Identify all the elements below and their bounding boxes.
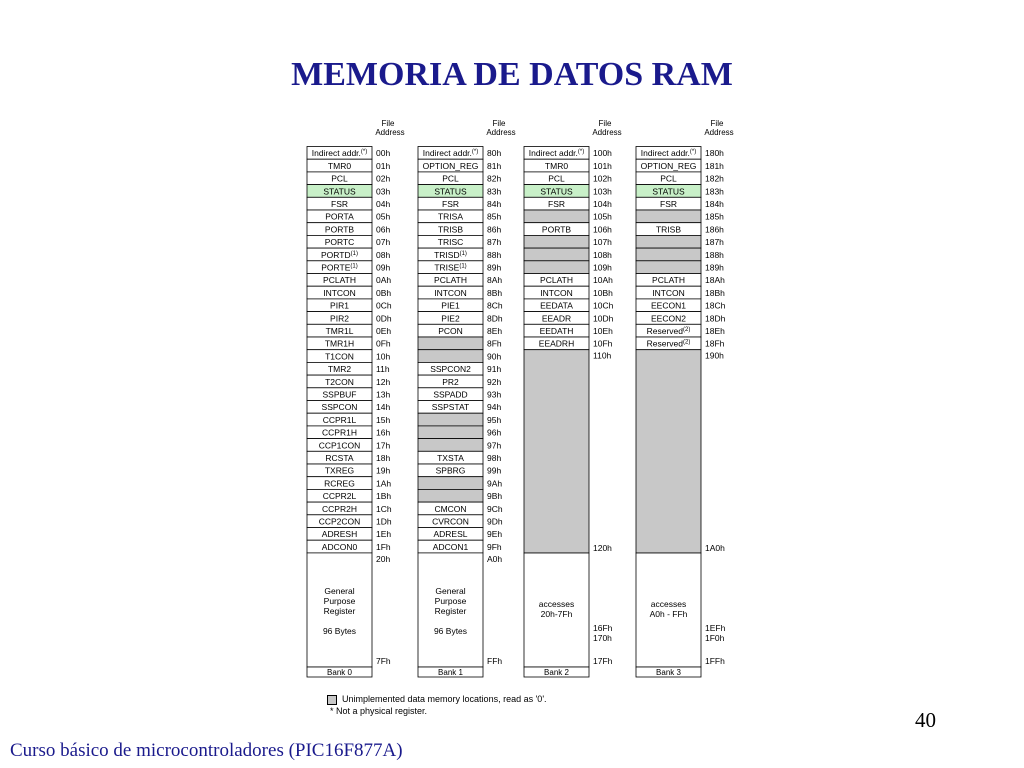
register-address: 18h: [376, 453, 391, 463]
register-address: 186h: [705, 224, 724, 235]
register-address: 185h: [705, 211, 724, 222]
register-label: TMR0: [327, 160, 352, 171]
register-address: 180h: [705, 148, 724, 159]
register-address: 91h: [487, 364, 502, 375]
register-address: 107h: [593, 237, 612, 248]
bank-label: Bank 3: [656, 668, 681, 677]
bank-label: Bank 1: [438, 668, 463, 677]
gp-start-address: 1A0h: [705, 543, 725, 553]
register-label: INTCON: [652, 287, 685, 298]
register-address: 187h: [705, 237, 724, 248]
register-label: STATUS: [652, 186, 685, 197]
register-cell: [418, 477, 483, 490]
register-label: PORTB: [541, 224, 572, 235]
register-address: 9Ch: [487, 503, 503, 514]
register-address: 01h: [376, 160, 391, 171]
gp-end-address: FFh: [487, 656, 503, 666]
register-address: 0Ah: [376, 275, 392, 286]
page-number: 40: [915, 708, 936, 732]
register-address: 97h: [487, 440, 502, 451]
register-address: 84h: [487, 199, 502, 209]
register-address: 96h: [487, 427, 502, 438]
register-label: TRISB: [655, 224, 682, 235]
register-address: 184h: [705, 199, 724, 209]
register-label: PCLATH: [652, 275, 685, 286]
register-label: Indirect addr.(*): [422, 148, 479, 159]
register-address: 101h: [593, 160, 612, 171]
register-address: 105h: [593, 211, 612, 222]
register-address: 10h: [376, 351, 391, 362]
register-cell: [418, 426, 483, 439]
register-label: TMR1L: [325, 326, 354, 336]
register-cell: [524, 210, 589, 223]
register-address: 08h: [376, 249, 391, 260]
register-label: EEADRH: [538, 338, 575, 349]
file-address-header: File: [492, 119, 506, 128]
register-label: PR2: [442, 376, 459, 387]
register-label: STATUS: [434, 186, 467, 197]
register-label: PCLATH: [323, 275, 356, 286]
register-address: 86h: [487, 224, 502, 235]
register-address: 9Fh: [487, 541, 502, 552]
register-label: INTCON: [540, 287, 573, 298]
register-label: Reserved$^{(2)}$: [646, 338, 691, 349]
register-address: 18Dh: [705, 313, 726, 324]
register-address: 1Eh: [376, 529, 392, 540]
register-label: EECON1: [651, 300, 686, 311]
register-label: TXSTA: [437, 453, 464, 463]
file-address-header: Address: [486, 128, 516, 137]
legend-unimplemented-text: Unimplemented data memory locations, read as '0'.: [342, 694, 547, 704]
register-label: PORTB: [324, 224, 355, 235]
register-address: 18Fh: [705, 338, 725, 349]
register-address: 1Ah: [376, 478, 392, 489]
register-cell: [636, 235, 701, 248]
register-address: 85h: [487, 211, 502, 222]
register-address: 0Dh: [376, 313, 392, 324]
register-address: 95h: [487, 414, 502, 425]
register-address: 82h: [487, 173, 502, 184]
register-label: TMR2: [327, 364, 352, 375]
gp-register-label: General: [324, 586, 355, 596]
register-label: CCP1CON: [318, 440, 361, 451]
register-label: TMR0: [544, 160, 569, 171]
register-label: CCPR1H: [322, 427, 357, 438]
register-address: 18Ah: [705, 275, 725, 286]
register-address: 03h: [376, 186, 391, 197]
register-label: T2CON: [325, 376, 354, 387]
register-label: ADCON1: [432, 541, 469, 552]
register-label: Indirect addr.(*): [640, 148, 697, 159]
register-label: CCPR1L: [322, 414, 357, 425]
register-address: 14h: [376, 402, 391, 413]
register-label: OPTION_REG: [640, 160, 697, 171]
register-address: 99h: [487, 465, 502, 476]
register-label: SSPCON2: [430, 364, 471, 375]
register-address: 18Bh: [705, 287, 725, 298]
register-address: 8Ah: [487, 275, 503, 286]
register-address: 0Ch: [376, 300, 392, 311]
file-address-header: Address: [704, 128, 734, 137]
gp-register-label: 96 Bytes: [322, 626, 357, 636]
bank-label: Bank 2: [544, 668, 569, 677]
register-label: PIE1: [441, 300, 460, 311]
register-label: INTCON: [434, 287, 467, 298]
gp-register-label: Register: [323, 606, 356, 616]
register-label: CCPR2H: [322, 503, 357, 514]
register-label: T1CON: [325, 351, 354, 362]
register-address: 81h: [487, 160, 502, 171]
register-address: 00h: [376, 148, 391, 159]
register-address: 94h: [487, 402, 502, 413]
register-label: PIE2: [441, 313, 460, 324]
register-address: 05h: [376, 211, 391, 222]
register-label: TRISC: [437, 237, 464, 248]
file-address-header: File: [710, 119, 724, 128]
register-address: 0Eh: [376, 326, 392, 336]
gp-mid-address: 1EFh: [705, 623, 726, 633]
register-address: 182h: [705, 173, 724, 184]
register-address: 93h: [487, 389, 502, 400]
register-address: 104h: [593, 199, 612, 209]
register-address: 103h: [593, 186, 612, 197]
register-address: 106h: [593, 224, 612, 235]
gp-register-label: 96 Bytes: [433, 626, 468, 636]
gp-start-address: 20h: [376, 553, 391, 564]
register-address: 9Ah: [487, 478, 503, 489]
legend-not-physical-text: * Not a physical register.: [330, 706, 428, 716]
register-address: 8Fh: [487, 338, 502, 349]
register-label: Reserved$^{(2)}$: [646, 326, 691, 336]
register-address: 09h: [376, 262, 391, 273]
register-address: 87h: [487, 237, 502, 248]
register-address: 17h: [376, 440, 391, 451]
register-label: CVRCON: [432, 516, 469, 527]
register-label: STATUS: [323, 186, 356, 197]
gp-register-label: Purpose: [434, 596, 467, 606]
register-address: 188h: [705, 249, 724, 260]
register-address: 1Ch: [376, 503, 392, 514]
register-cell: [524, 261, 589, 274]
register-address: 10Bh: [593, 287, 613, 298]
register-label: PCL: [548, 173, 565, 184]
register-label: PORTA: [325, 211, 354, 222]
file-address-header: Address: [592, 128, 622, 137]
register-label: EEDATA: [540, 300, 573, 311]
register-address: 88h: [487, 249, 502, 260]
register-address: 1Fh: [376, 541, 391, 552]
register-address: 181h: [705, 160, 724, 171]
gp-end-address: 17Fh: [593, 656, 613, 666]
register-address: 92h: [487, 376, 502, 387]
register-address: 1Dh: [376, 516, 392, 527]
mirror-access-label: accesses: [538, 599, 575, 609]
register-address: 10Dh: [593, 313, 614, 324]
mirror-access-label: A0h - FFh: [649, 609, 688, 619]
gp-end-address: 7Fh: [376, 656, 391, 666]
register-label: SSPADD: [433, 389, 468, 400]
register-address: 9Bh: [487, 491, 503, 502]
register-address: 0Fh: [376, 338, 391, 349]
gp-mid-address: 170h: [593, 633, 612, 643]
register-label: FSR: [442, 199, 459, 209]
file-address-header: File: [598, 119, 612, 128]
register-address: 98h: [487, 453, 502, 463]
register-label: PIR2: [330, 313, 349, 324]
file-address-header: Address: [375, 128, 405, 137]
register-label: FSR: [331, 199, 348, 209]
register-label: Indirect addr.(*): [311, 148, 368, 159]
register-address: 80h: [487, 148, 502, 159]
register-label: STATUS: [540, 186, 573, 197]
gp-register-label: Register: [434, 606, 467, 616]
register-address: 02h: [376, 173, 391, 184]
register-address: 18Eh: [705, 326, 725, 336]
register-label: CMCON: [434, 503, 467, 514]
register-address: 10Ah: [593, 275, 613, 286]
register-label: PORTD$^{(1)}$: [321, 249, 358, 260]
register-cell: [524, 248, 589, 261]
register-address: 11h: [376, 364, 390, 375]
register-label: EEADR: [541, 313, 572, 324]
gp-start-address: A0h: [487, 553, 503, 564]
register-address: 10Ch: [593, 300, 614, 311]
register-label: FSR: [660, 199, 677, 209]
register-label: ADRESH: [321, 529, 358, 540]
register-address: 9Dh: [487, 516, 503, 527]
register-address: 8Eh: [487, 326, 503, 336]
register-address: 10Eh: [593, 326, 613, 336]
register-address: 06h: [376, 224, 391, 235]
register-address: 8Dh: [487, 313, 503, 324]
mirror-access-label: 20h-7Fh: [540, 609, 573, 619]
register-address: 16h: [376, 427, 391, 438]
register-address: 83h: [487, 186, 502, 197]
register-label: EECON2: [651, 313, 686, 324]
register-address: 13h: [376, 389, 391, 400]
register-address: 1Bh: [376, 491, 392, 502]
gp-mid-address: 16Fh: [593, 623, 613, 633]
register-label: SPBRG: [435, 465, 466, 476]
register-cell: [418, 337, 483, 350]
gp-end-address: 1FFh: [705, 656, 725, 666]
register-address: 0Bh: [376, 287, 392, 298]
register-address: 12h: [376, 376, 391, 387]
register-label: PCLATH: [540, 275, 573, 286]
register-label: TRISD$^{(1)}$: [434, 249, 467, 260]
register-label: INTCON: [323, 287, 356, 298]
gp-register-label: General: [435, 586, 466, 596]
register-label: PCON: [438, 326, 463, 336]
register-cell: [524, 235, 589, 248]
register-address: 15h: [376, 414, 391, 425]
unimplemented-block: [524, 350, 589, 553]
register-label: SSPSTAT: [431, 402, 470, 413]
register-address: 102h: [593, 173, 612, 184]
register-label: ADRESL: [433, 529, 468, 540]
register-address: 108h: [593, 249, 612, 260]
register-label: TMR1H: [324, 338, 355, 349]
register-address: 10Fh: [593, 338, 613, 349]
register-address: 89h: [487, 262, 502, 273]
register-label: SSPCON: [321, 402, 358, 413]
gp-register-label: Purpose: [323, 596, 356, 606]
register-label: PORTC: [324, 237, 355, 248]
gap-start-address: 190h: [705, 350, 724, 361]
register-address: 100h: [593, 148, 612, 159]
register-label: TRISE$^{(1)}$: [434, 262, 467, 273]
gp-start-address: 120h: [593, 543, 612, 553]
gp-mid-address: 1F0h: [705, 633, 725, 643]
register-label: SSPBUF: [322, 389, 357, 400]
footer-course-title: Curso básico de microcontroladores (PIC16F877A): [10, 740, 403, 761]
register-label: EEDATH: [539, 326, 574, 336]
register-label: TRISB: [437, 224, 464, 235]
register-label: PCLATH: [434, 275, 467, 286]
register-label: RCREG: [324, 478, 355, 489]
register-label: PCL: [660, 173, 677, 184]
register-cell: [418, 439, 483, 452]
register-cell: [418, 350, 483, 363]
register-label: RCSTA: [325, 453, 354, 463]
register-address: 9Eh: [487, 529, 503, 540]
register-cell: [418, 489, 483, 502]
register-cell: [636, 248, 701, 261]
register-address: 189h: [705, 262, 724, 273]
register-address: 8Ch: [487, 300, 503, 311]
legend-unimplemented-swatch: [327, 695, 337, 705]
gap-start-address: 110h: [593, 350, 612, 361]
register-cell: [636, 210, 701, 223]
register-address: 90h: [487, 351, 502, 362]
register-address: 19h: [376, 465, 391, 476]
register-label: CCPR2L: [322, 491, 357, 502]
register-address: 18Ch: [705, 300, 726, 311]
register-label: PCL: [442, 173, 459, 184]
register-label: TRISA: [437, 211, 464, 222]
register-label: TXREG: [324, 465, 355, 476]
register-label: PIR1: [330, 300, 349, 311]
register-address: 8Bh: [487, 287, 503, 298]
register-label: FSR: [548, 199, 565, 209]
register-label: PCL: [331, 173, 348, 184]
file-address-header: File: [381, 119, 395, 128]
register-label: PORTE$^{(1)}$: [321, 262, 358, 273]
register-address: 183h: [705, 186, 724, 197]
register-label: ADCON0: [321, 541, 358, 552]
register-address: 109h: [593, 262, 612, 273]
register-label: CCP2CON: [318, 516, 361, 527]
bank-label: Bank 0: [327, 668, 352, 677]
unimplemented-block: [636, 350, 701, 553]
register-label: OPTION_REG: [422, 160, 479, 171]
register-address: 07h: [376, 237, 391, 248]
register-label: Indirect addr.(*): [528, 148, 585, 159]
page-title: MEMORIA DE DATOS RAM: [291, 56, 733, 93]
register-address: 04h: [376, 199, 391, 209]
register-cell: [636, 261, 701, 274]
register-cell: [418, 413, 483, 426]
mirror-access-label: accesses: [650, 599, 687, 609]
